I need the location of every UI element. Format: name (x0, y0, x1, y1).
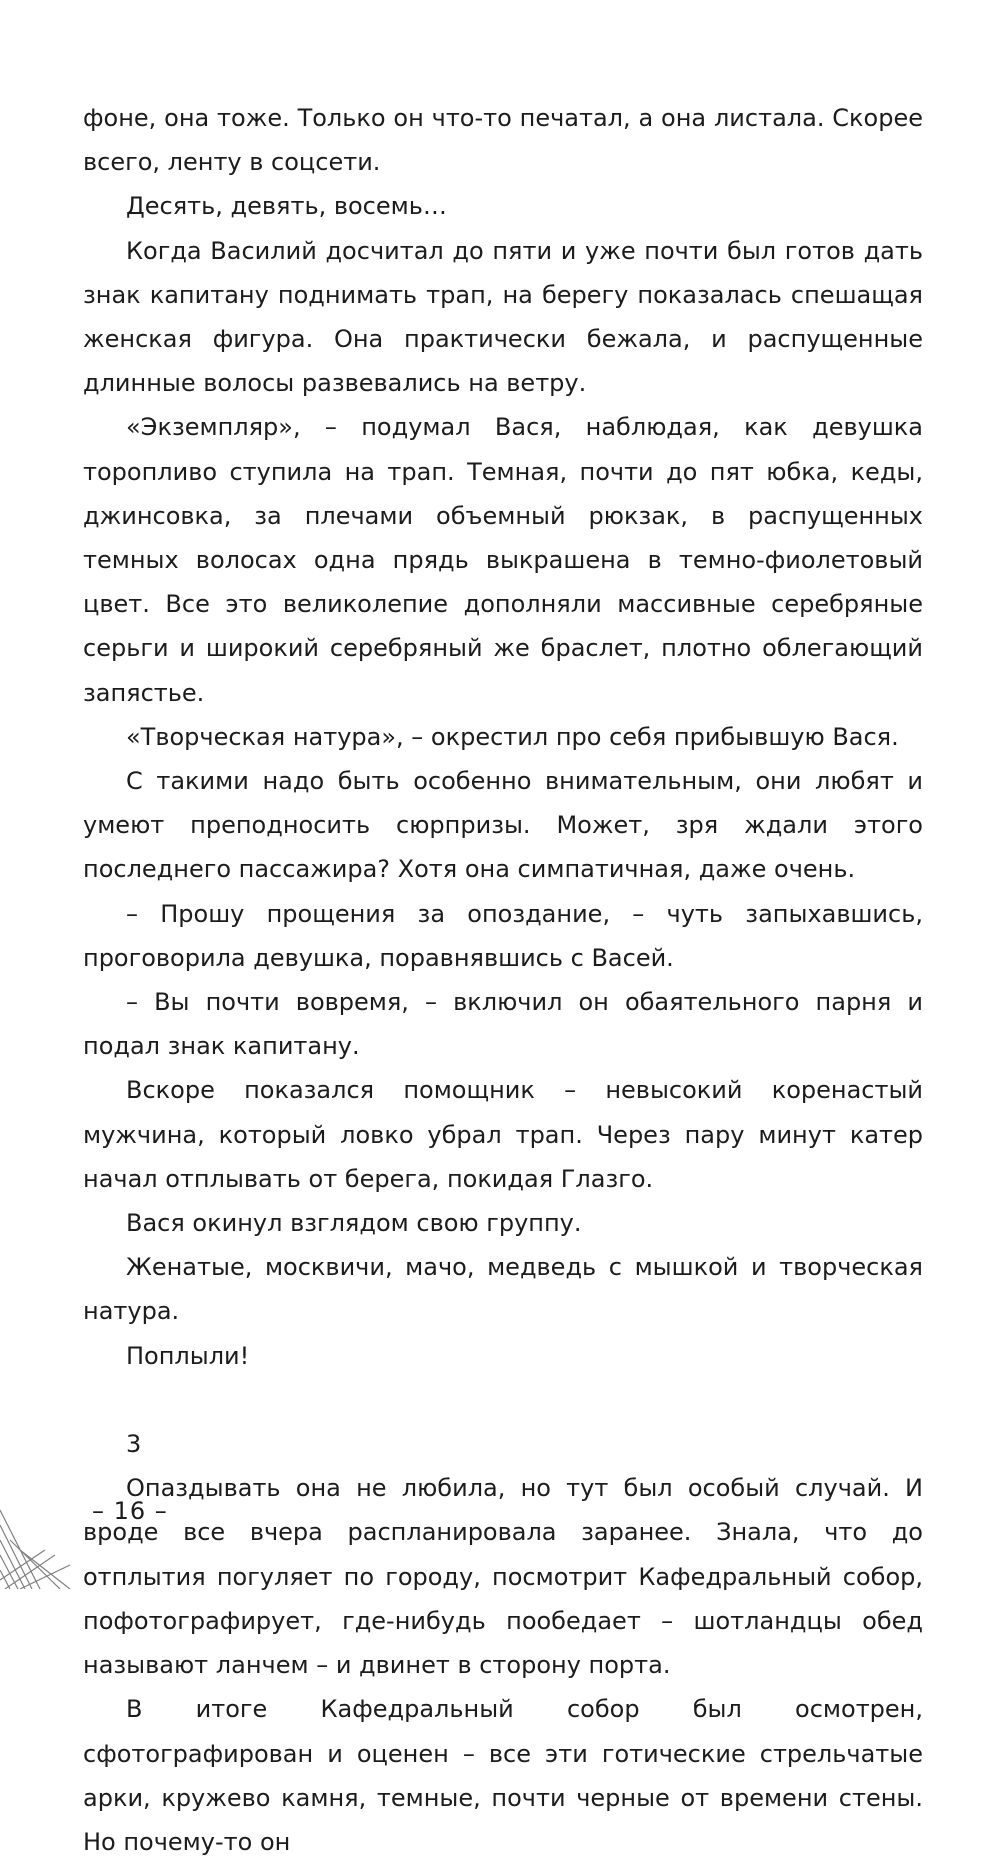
paragraph: Опаздывать она не любила, но тут был особый случай. И вроде все вчера распланировала заранее. Знала, что до отплытия погуляет по городу, посмотрит Кафедральный собор, пофотографирует, где-нибудь пообедает – шотландцы обед называют ланчем – и двинет в сторону порта. (83, 1474, 923, 1680)
paragraph: Десять, девять, восемь… (126, 192, 447, 221)
paragraph: Вскоре показался помощник – невысокий коренастый мужчина, который ловко убрал трап. Через пару минут катер начал отплывать от берега, покидая Глазго. (83, 1076, 923, 1193)
paragraph: С такими надо быть особенно внимательным, они любят и умеют преподносить сюрпризы. Может, зря ждали этого последнего пассажира? Хотя она симпатичная, даже очень. (83, 767, 923, 884)
paragraph: Поплыли! (126, 1341, 250, 1370)
paragraph: Вася окинул взглядом свою группу. (126, 1209, 582, 1238)
paragraph: Женатые, москвичи, мачо, медведь с мышкой и творческая натура. (83, 1253, 923, 1326)
body-text (83, 96, 923, 1864)
paragraph: Когда Василий досчитал до пяти и уже почти был готов дать знак капитану поднимать трап, на берегу показалась спешащая женская фигура. Она практически бежала, и распущенные длинные волосы развевались на ветру. (83, 236, 923, 398)
page-number: – 16 – (92, 1497, 168, 1525)
paragraph: – Прошу прощения за опоздание, – чуть запыхавшись, проговорила девушка, поравнявшись с Васей. (83, 899, 923, 972)
paragraph: – Вы почти вовремя, – включил он обаятельного парня и подал знак капитану. (83, 988, 923, 1061)
paragraph: «Творческая натура», – окрестил про себя прибывшую Вася. (126, 722, 899, 751)
paragraph: «Экземпляр», – подумал Вася, наблюдая, как девушка торопливо ступила на трап. Темная, почти до пят юбка, кеды, джинсовка, за плечами объемный рюкзак, в распущенных темных волосах одна прядь выкрашена в темно-фиолетовый цвет. Все это великолепие дополняли массивные серебряные серьги и широкий серебряный же браслет, плотно облегающий запястье. (83, 413, 923, 707)
paragraph: В итоге Кафедральный собор был осмотрен, сфотографирован и оценен – все эти готические стрельчатые арки, кружево камня, темные, почти черные от времени стены. Но почему-то он (83, 1695, 923, 1856)
paragraph-continuation: фоне, она тоже. Только он что-то печатал, а она листала. Скорее всего, ленту в соцсети. (83, 104, 923, 177)
section-spacer (83, 1378, 923, 1422)
corner-hatch-decoration (0, 1480, 80, 1589)
chapter-number: 3 (126, 1430, 142, 1459)
